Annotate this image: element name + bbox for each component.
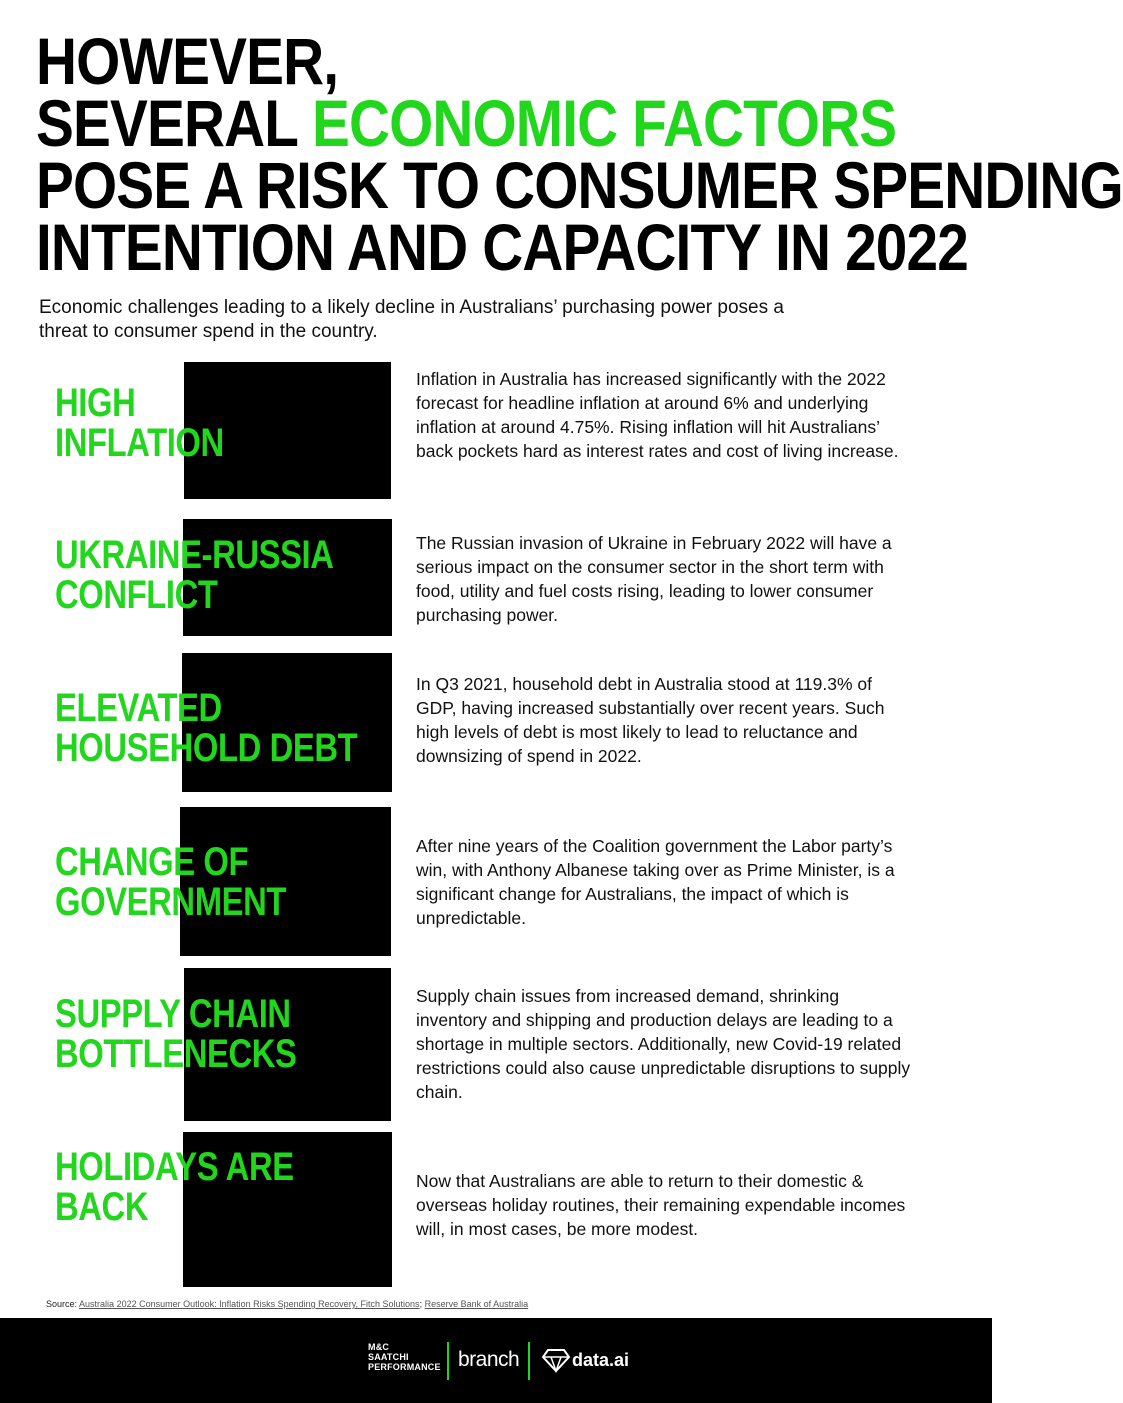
branch-logo: branch [458,1348,520,1371]
factor-text-inflation: Inflation in Australia has increased significantly with the 2022 forecast for headline inflation at around 6% and underlying inflation at around 4.75%. Rising inflation will hit Australians’ back pockets hard as interest rates and cost of living increase. [416,369,899,461]
logo-divider [447,1342,449,1380]
mc-logo-line: SAATCHI [368,1352,409,1362]
source-label: Source: [46,1299,78,1309]
factor-title-line: CONFLICT [55,573,218,617]
mc-logo-line: PERFORMANCE [368,1362,441,1372]
footer [0,1318,992,1403]
factor-title-debt [55,688,357,768]
dataai-logo-text: data.ai [572,1350,630,1370]
headline-line-2 [36,86,897,160]
factor-title-line: INFLATION [55,421,224,465]
factor-title-line: HOLIDAYS ARE [55,1145,294,1189]
factor-title-line: UKRAINE-RUSSIA [55,533,334,577]
factor-title-line: CHANGE OF [55,840,249,884]
factor-text-debt: In Q3 2021, household debt in Australia stood at 119.3% of GDP, having increased substantially over recent years. Such high levels of debt is most likely to lead to reluctance and downsizing of spend in 2022. [416,674,885,766]
source-link-fitch[interactable]: Australia 2022 Consumer Outlook: Inflation Risks Spending Recovery, Fitch Solutions [79,1299,420,1309]
headline-line-2-prefix: SEVERAL [36,86,312,160]
factor-title-line: HOUSEHOLD DEBT [55,726,358,770]
factor-title-inflation [55,383,224,463]
factor-title-holidays [55,1147,294,1227]
headline-line-1: HOWEVER, [36,24,339,98]
factor-text-ukraine: The Russian invasion of Ukraine in February 2022 will have a serious impact on the consumer sector in the short term with food, utility and fuel costs rising, leading to lower consumer purchasing power. [416,533,892,625]
headline-accent: ECONOMIC FACTORS [311,86,897,160]
factor-title-supply-chain [55,994,296,1074]
diamond-icon [542,1348,570,1372]
mc-saatchi-logo [368,1342,441,1372]
factor-title-government [55,842,286,922]
factor-text-government: After nine years of the Coalition government the Labor party’s win, with Anthony Albanese taking over as Prime Minister, is a significant change for Australians, the impact of which is unpredictable. [416,836,895,928]
factor-title-ukraine [55,535,334,615]
headline [36,24,1123,284]
factor-title-line: HIGH [55,381,136,425]
factor-text-holidays: Now that Australians are able to return to their domestic & overseas holiday routines, their remaining expendable incomes will, in most cases, be more modest. [416,1171,906,1239]
headline-line-4: INTENTION AND CAPACITY IN 2022 [36,210,968,284]
logo-divider [528,1342,530,1380]
factor-title-line: BOTTLENECKS [55,1032,297,1076]
mc-logo-line: M&C [368,1342,390,1352]
source-separator: ; [419,1299,423,1309]
headline-line-3: POSE A RISK TO CONSUMER SPENDING [36,148,1123,222]
factor-title-line: ELEVATED [55,686,222,730]
factor-text-supply-chain: Supply chain issues from increased demand, shrinking inventory and shipping and production delays are leading to a shortage in multiple sectors. Additionally, new Covid-19 related restrictions could also cause unpredictable disruptions to supply chain. [416,986,911,1102]
factor-title-line: GOVERNMENT [55,880,286,924]
source-link-rba[interactable]: Reserve Bank of Australia [424,1299,529,1309]
subheading: Economic challenges leading to a likely decline in Australians’ purchasing power poses a threat to consumer spend in the country. [39,297,784,342]
source-line [46,1299,528,1309]
factor-title-line: SUPPLY CHAIN [55,992,291,1036]
factor-title-line: BACK [55,1185,149,1229]
